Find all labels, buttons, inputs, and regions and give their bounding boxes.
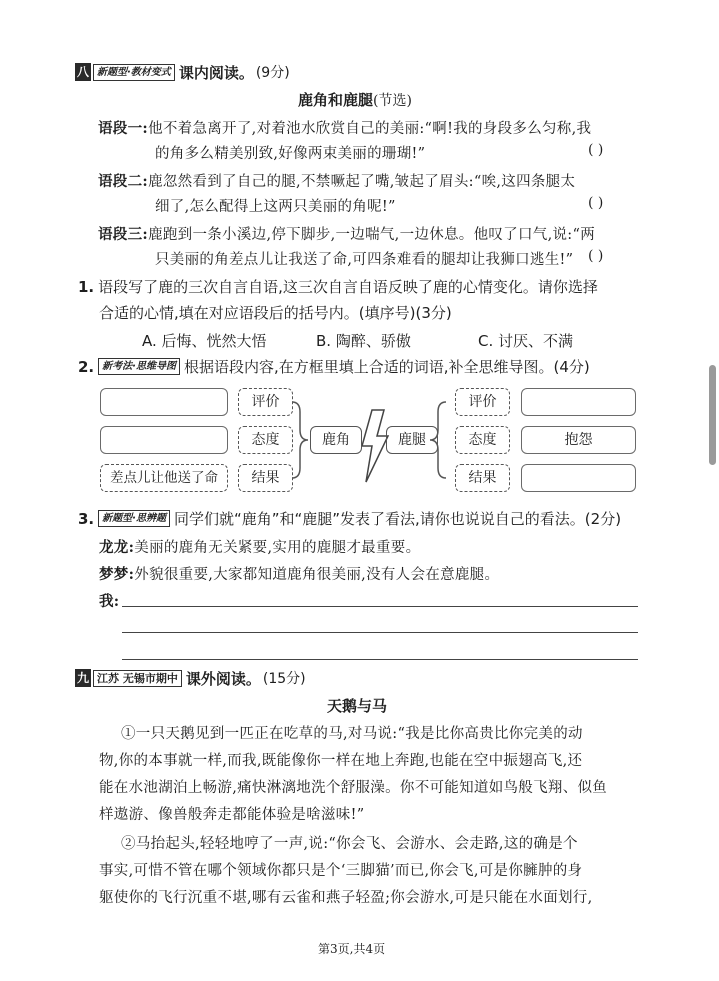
section-title: 课内阅读。 bbox=[178, 63, 254, 82]
scrollbar-thumb[interactable] bbox=[709, 365, 716, 465]
left-label-result: 结果 bbox=[238, 464, 293, 492]
section-9-header bbox=[75, 668, 306, 688]
option-a: A. 后悔、恍然大悟 bbox=[142, 332, 267, 350]
section-tag: 新题型·教材变式 bbox=[93, 64, 175, 81]
paragraph-3-line-1: 语段三:鹿跑到一条小溪边,停下脚步,一边喘气,一边休息。他叹了口气,说:“两 bbox=[98, 226, 595, 243]
question-2: 2. 新考法·思维导图 根据语段内容,在方框里填上合适的词语,补全思维导图。(4分) bbox=[78, 357, 590, 376]
opinion-mengmeng: 梦梦:外貌很重要,大家都知道鹿角很美丽,没有人会在意鹿腿。 bbox=[99, 566, 500, 583]
paragraph-2-line-1: 语段二:鹿忽然看到了自己的腿,不禁噘起了嘴,皱起了眉头:“唉,这四条腿太 bbox=[98, 173, 576, 190]
question-1-line-1: 1. 语段写了鹿的三次自言自语,这三次自言自语反映了鹿的心情变化。请你选择 bbox=[78, 278, 598, 296]
paragraph-1-line-2: 的角多么精美别致,好像两束美丽的珊瑚!” bbox=[155, 146, 426, 162]
passage-title-2: 天鹅与马 bbox=[327, 697, 388, 715]
passage-2-line-1: ①一只天鹅见到一匹正在吃草的马,对马说:“我是比你高贵比你完美的动 bbox=[121, 726, 583, 742]
paragraph-1-line-1: 语段一:他不着急离开了,对着池水欣赏自己的美丽:“啊!我的身段多么匀称,我 bbox=[98, 120, 592, 137]
passage-note: (节选) bbox=[373, 93, 412, 109]
section-title: 课外阅读。 bbox=[185, 669, 261, 688]
paragraph-2-line-2: 细了,怎么配得上这两只美丽的角呢!” bbox=[155, 199, 396, 215]
center-antlers: 鹿角 bbox=[310, 426, 362, 454]
passage-2-line-4: 样遨游、像兽般奔走都能体验是啥滋味!” bbox=[99, 807, 365, 823]
option-c: C. 讨厌、不满 bbox=[478, 332, 574, 350]
answer-line-2[interactable] bbox=[122, 632, 638, 633]
section-number: 九 bbox=[76, 671, 89, 685]
right-answer-box-1[interactable] bbox=[521, 388, 636, 416]
passage-2-line-2: 物,你的本事就一样,而我,既能像你一样在地上奔跑,也能在空中振翅高飞,还 bbox=[99, 753, 583, 769]
answer-paren-1[interactable]: ( ) bbox=[588, 142, 604, 158]
page-footer: 第3页,共4页 bbox=[318, 942, 386, 956]
section-score: (9分) bbox=[255, 65, 290, 81]
right-label-result: 结果 bbox=[455, 464, 510, 492]
answer-paren-2[interactable]: ( ) bbox=[588, 195, 604, 211]
passage-2-line-3: 能在水池湖泊上畅游,痛快淋漓地洗个舒服澡。你不可能知道如鸟般飞翔、似鱼 bbox=[99, 780, 608, 796]
left-label-attitude: 态度 bbox=[238, 426, 293, 454]
right-answer-box-3[interactable] bbox=[521, 464, 636, 492]
opinion-longlong: 龙龙:美丽的鹿角无关紧要,实用的鹿腿才最重要。 bbox=[99, 539, 421, 556]
answer-line-1[interactable] bbox=[122, 606, 638, 607]
right-answer-box-2[interactable]: 抱怨 bbox=[521, 426, 636, 454]
question-3: 3. 新题型·思辨题 同学们就“鹿角”和“鹿腿”发表了看法,请你也说说自己的看法。(2分) bbox=[78, 509, 622, 528]
paragraph-3-line-2: 只美丽的角差点儿让我送了命,可四条难看的腿却让我狮口逃生!” bbox=[155, 252, 574, 268]
right-label-attitude: 态度 bbox=[455, 426, 510, 454]
section-number: 八 bbox=[76, 65, 89, 79]
section-score: (15分) bbox=[262, 671, 306, 687]
passage-2-line-5: ②马抬起头,轻轻地哼了一声,说:“你会飞、会游水、会走路,这的确是个 bbox=[121, 836, 578, 852]
passage-2-line-6: 事实,可惜不管在哪个领域你都只是个‘三脚猫’而已,你会飞,可是你臃肿的身 bbox=[99, 863, 583, 879]
section-tag: 江苏 无锡市期中 bbox=[93, 670, 182, 687]
section-8-header bbox=[75, 62, 290, 82]
left-answer-box-2[interactable] bbox=[100, 426, 228, 454]
passage-2-line-7: 躯使你的飞行沉重不堪,哪有云雀和燕子轻盈;你会游水,可是只能在水面划行, bbox=[99, 890, 593, 906]
answer-paren-3[interactable]: ( ) bbox=[588, 248, 604, 264]
right-label-evaluation: 评价 bbox=[455, 388, 510, 416]
left-answer-box-3[interactable]: 差点儿让他送了命 bbox=[100, 464, 228, 492]
center-legs: 鹿腿 bbox=[386, 426, 438, 454]
option-b: B. 陶醉、骄傲 bbox=[316, 332, 411, 350]
answer-line-3[interactable] bbox=[122, 659, 638, 660]
left-answer-box-1[interactable] bbox=[100, 388, 228, 416]
question-3-tag: 新题型·思辨题 bbox=[98, 510, 170, 527]
question-2-tag: 新考法·思维导图 bbox=[98, 358, 180, 375]
my-opinion-label: 我: bbox=[99, 593, 120, 610]
left-label-evaluation: 评价 bbox=[238, 388, 293, 416]
passage-title: 鹿角和鹿腿(节选) bbox=[298, 91, 412, 109]
question-1-line-2: 合适的心情,填在对应语段后的括号内。(填序号)(3分) bbox=[99, 304, 452, 322]
